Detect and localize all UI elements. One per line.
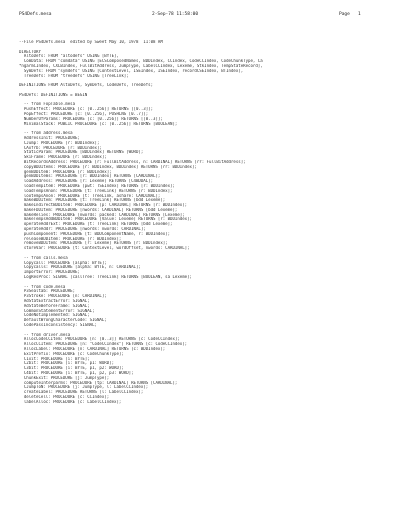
page-number-header: Page 1 xyxy=(339,12,361,17)
code-line: --File PS4Defs.mesa edited by Sweet May 10, 1978 11:08 AM xyxy=(19,40,163,44)
code-line: ImportError: PROCEDURE; xyxy=(19,270,80,275)
code-line: createLabel: PROCEDURE RETURNS [l: LabelCCIndex]; xyxy=(19,390,144,395)
code-line: ExitPrefix: PROCEDURE [c: CodeChunkType]; xyxy=(19,351,124,356)
code-line: genBDDItem: PROCEDURE [r: BDDIndex]; xyxy=(19,169,112,174)
code-line: operateAddrExt: PROCEDURE [t: TreeLink] RETURNS [bdd Lexeme]; xyxy=(19,222,173,227)
code-line: *ngarmCIndex, CXLBIndex, FullBitAddress, JumpType, LabelCCIndex, Lexeme, StkIndex, TempStateRecord], xyxy=(19,63,263,68)
code-line: SymDefs: FROM "symdefs" USING [ContextLevel, ISEIndex, ISEIndex, recordCSEIndex, BTIndex], xyxy=(19,68,244,73)
code-line: lootempsAnon: PROCEDURE [t: TreeLink, ashare: CARDINAL]; xyxy=(19,193,161,198)
code-line: loadAddress: PROCEDURE [r: Lexeme] RETURNS [C4BDDAL]; xyxy=(19,179,154,184)
code-line: AddressInit: PROCEDURE; xyxy=(19,135,80,140)
code-line: CommonStatementError: SIGNAL; xyxy=(19,308,95,313)
code-line: makeTempsAddBDDItem: PROCEDURE [Value: Lexeme] RETURNS [r: BDDIndex]; xyxy=(19,217,192,222)
code-line: AllocCodeCCItem: PROCEDURE [n: [0..3]] RETURNS [c: CodeCCIndex]; xyxy=(19,337,180,342)
code-line: labelAlloc: PROCEDURE [c: LabelCCIndex]; xyxy=(19,399,122,404)
code-line: genBDDItems: PROCEDURE [r: BDDIndex] RETURNS [CARDINAL]; xyxy=(19,174,161,179)
code-line: StaticParam: PROCEDURE [BDDIndex] RETURNS [WORD]; xyxy=(19,150,144,155)
code-line: CJump: PROCEDURE [r: BDDIndex]; xyxy=(19,140,100,145)
code-line: DIRECTORY xyxy=(19,49,41,54)
source-listing xyxy=(19,40,394,405)
code-line: loadTempsAnon: PROCEDURE [t: TreeLink] RETURNS [r: BDDIndex]; xyxy=(19,188,173,193)
code-line: releaseBDDItem: PROCEDURE [r: BDDIndex]; xyxy=(19,236,122,241)
code-line: pushComponent: PROCEDURE [t: BDDComponentName, r: BDDIndex]; xyxy=(19,231,171,236)
code-line: storeVar: PROCEDURE [t: ContextLevel, wordOffset, nwords: CARDINAL]; xyxy=(19,246,190,251)
file-name-header: PS4Defs.mesa xyxy=(19,12,52,17)
code-line: P3Sealtab: PROCEDURE; xyxy=(19,289,76,294)
code-line: C1xit: PROCEDURE [i: BYTE]; xyxy=(19,356,90,361)
code-line: makeBDDItem: PROCEDURE [t: TreeLink] RETURNS [bdd Lexeme]; xyxy=(19,198,166,203)
code-line: Copycall: PROCEDURE [alpha: BYTE]; xyxy=(19,260,107,265)
code-line: -- from driver.mesa xyxy=(19,332,71,337)
code-line: ComData: FROM "comdata" USING [ECSComposedNames, BDDIndex, CCIndex, CodeCCIndex, CodeChunkType, Ca xyxy=(19,59,263,64)
code-line: C4bit: PROCEDURE [i: BYTE, p1, p2, p3: WORD]; xyxy=(19,370,134,375)
code-line: Copycalls: PROCEDURE [alpha: BYTE, n: CARDINAL]; xyxy=(19,265,141,270)
code-line: CJumpToN: PROCEDURE [j: JumpType, l: LabelCCIndex]; xyxy=(19,385,149,390)
code-line: operateAddr: PROCEDURE [nwords: nwords: CARDINAL]; xyxy=(19,227,146,232)
code-line: CodeNotImplemented: SIGNAL; xyxy=(19,313,90,318)
code-line: PopEffect: PROCEDURE [c: [0..256], PUSHLNG [0..7]]; xyxy=(19,111,149,116)
code-line: TreeDefs: FROM "treedefs" USING [TreeLink]; xyxy=(19,73,129,78)
code-line: computeInterparms: PROCEDURE [tp: CARDINAL] RETURNS [CARDINAL]; xyxy=(19,380,178,385)
code-line: DEFINITIONS FROM AltoDefs, SymDefs, CodeDefs, TreeDefs; xyxy=(19,83,154,88)
code-line: C2bit: PROCEDURE [i: BYTE, p1: WORD]; xyxy=(19,361,115,366)
code-line: ChunkExit: PROCEDURE [j: JumpType]; xyxy=(19,375,110,380)
code-line: deleteCell: PROCEDURE [c: CCIndex]; xyxy=(19,394,110,399)
code-line: -- from address.mesa xyxy=(19,131,73,136)
code-line: makeRelies: PROCEDURE [nwords: packed: CARDINAL] RETURNS [Lexeme]; xyxy=(19,212,185,217)
code-line: PushEffect: PROCEDURE [c: [0..256]] RETURNS [[0..3]]; xyxy=(19,107,154,112)
code-line: BitRecordsAddress: PROCEDURE [r: FullBitAddress, n: CARDINAL] RETURNS [rr: FullBitAddress]; xyxy=(19,159,246,164)
code-line: AdStateBeforeFrame: SIGNAL; xyxy=(19,303,90,308)
code-line: makeFDDItem: PROCEDURE [nwords: CARDINAL] RETURNS [bdd Lexeme]; xyxy=(19,207,178,212)
code-line: DefaultWrongCharacterCode: SIGNAL; xyxy=(19,318,107,323)
code-line: AllocCCItem: PROCEDURE [n: "CodeCCIndex"] RETURNS [c: CodeCCIndex]; xyxy=(19,342,188,347)
code-line: C3bit: PROCEDURE [i: BYTE, p1, p2: WORD]; xyxy=(19,366,124,371)
code-line: AltoDefs: FROM "altodefs" USING [BYTE], xyxy=(19,54,119,59)
code-line: -- from calls.mesa xyxy=(19,255,68,260)
code-line: removeBDDItem: PROCEDURE [r: Lexeme] RETURNS [r: BDDIndex]; xyxy=(19,241,168,246)
code-line: -- from code.mesa xyxy=(19,284,66,289)
code-line: LogResProc: SIGNAL [callTree: TreeLink] RETURNS [BOOLEAN, sa Lexeme]; xyxy=(19,275,192,280)
code-line: AdStatExtractError: SIGNAL; xyxy=(19,299,90,304)
code-line: MinimalStack: PUBLIC PROCEDURE [c: [0..256]] RETURNS [BOOLEAN]; xyxy=(19,121,178,126)
code-line: PS4Defs: DEFINITIONS = BEGIN xyxy=(19,92,88,97)
code-line: loadTempItem: PROCEDURE [pwt: TSEIndex] RETURNS [r: BDDIndex]; xyxy=(19,183,175,188)
code-line: CodePassInconsistency: SIGNAL; xyxy=(19,323,97,328)
code-line: CAxfrb: PROCEDURE [r: BDDIndex]; xyxy=(19,145,102,150)
code-line: P3Stroke: PROCEDURE [n: CARDINAL]; xyxy=(19,294,107,299)
code-line: makeIndirectBDDItem: PROCEDURE [p: CARDINAL] RETURNS [r: BDDIndex]; xyxy=(19,203,188,208)
code-line: AllocLabel: PROCEDURE [n: CARDINAL] RETURNS [c: BDDIndex]; xyxy=(19,347,166,351)
code-line: SkiFrame: PROCEDURE [r: BDDIndex]; xyxy=(19,155,107,160)
code-line: copyBDDItems: PROCEDURE [r: BDDIndex, BDDIndex] RETURNS [rr: BDDIndex]; xyxy=(19,164,197,169)
code-line: -- from FopTable.mesa xyxy=(19,102,76,107)
print-date-header: 2-Sep-78 11:58:00 xyxy=(152,12,199,17)
code-line: NumberOfParams: PROCEDURE [c: [0..256]] RETURNS [[0..3]]; xyxy=(19,116,163,121)
